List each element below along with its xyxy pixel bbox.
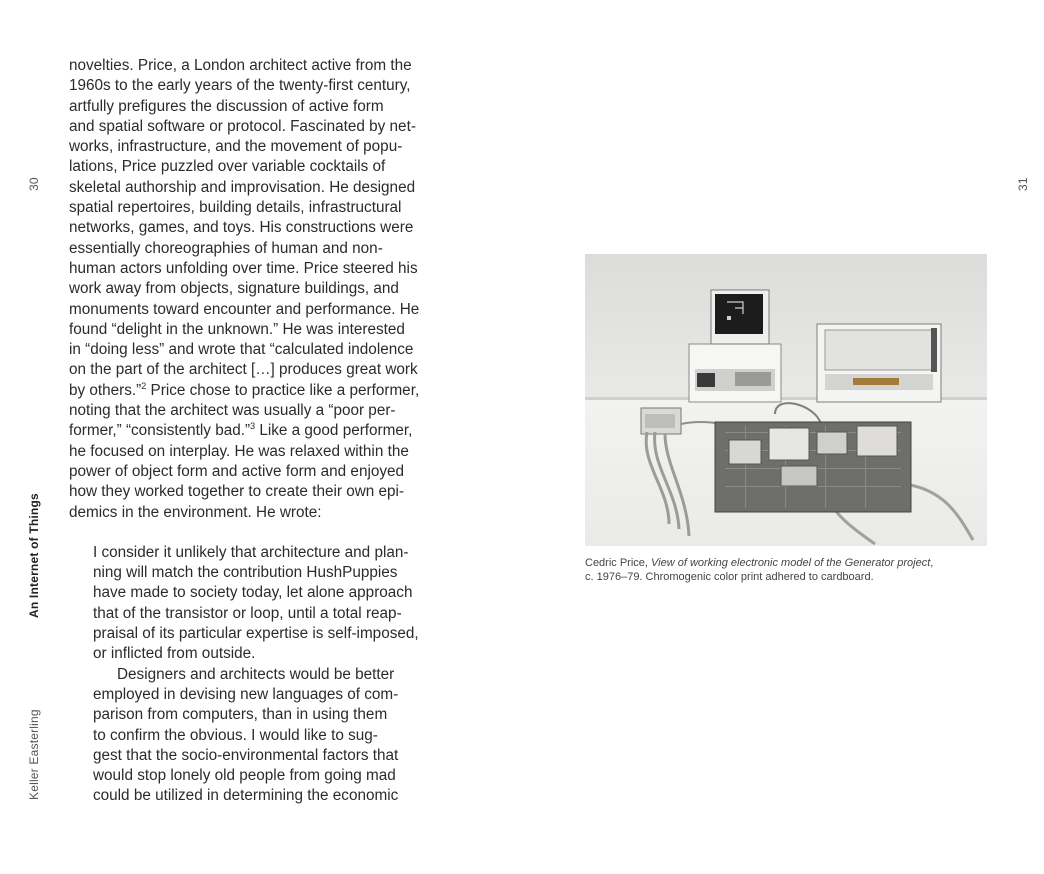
running-head-title: An Internet of Things [27,493,41,618]
text-line: essentially choreographies of human and non- [69,239,383,257]
quote-line: that of the transistor or loop, until a total reap- [93,604,402,622]
text-line [69,381,489,401]
text-fragment: Like a good performer, [255,422,413,440]
quote-line: I consider it unlikely that architecture and plan- [93,543,409,561]
text-line: works, infrastructure, and the movement of popu- [69,138,403,156]
circuit-board [715,422,911,512]
photo-illustration [585,254,987,546]
caption-line: c. 1976–79. Chromogenic color print adhered to cardboard. [585,571,874,583]
text-line: in “doing less” and wrote that “calculated indolence [69,341,414,359]
text-line: monuments toward encounter and performance. He [69,300,420,318]
text-line: artfully prefigures the discussion of active form [69,97,384,115]
plotter-device [817,324,941,402]
generator-model-photo [585,254,987,546]
text-line: noting that the architect was usually a “poor per- [69,402,396,420]
quote-line: parison from computers, than in using them [93,706,388,724]
quote-line: Designers and architects would be better [117,665,395,683]
quote-line: have made to society today, let alone approach [93,584,413,602]
figure-caption [585,556,1005,584]
caption-title: View of working electronic model of the Generator project [651,557,931,569]
quote-line: or inflicted from outside. [93,645,256,663]
text-line: human actors unfolding over time. Price steered his [69,259,418,277]
text-line: skeletal authorship and improvisation. He designed [69,178,416,196]
footnote-ref-3[interactable]: 3 [250,421,256,432]
text-line: networks, games, and toys. His constructions were [69,219,414,237]
page-number-right: 31 [1016,177,1030,191]
quote-line: to confirm the obvious. I would like to sug- [93,726,378,744]
text-line: and spatial software or protocol. Fascinated by net- [69,117,416,135]
running-head-author: Keller Easterling [27,709,41,800]
text-line: power of object form and active form and enjoyed [69,462,405,480]
quote-line: praisal of its particular expertise is self-imposed, [93,625,419,643]
text-fragment: Price chose to practice like a performer, [146,381,420,399]
body-paragraph [69,56,489,523]
body-text [69,56,489,807]
text-line: he focused on interplay. He was relaxed within the [69,442,409,460]
caption-punct: , [930,557,934,569]
page-number-left: 30 [27,177,41,191]
caption-line [585,556,1005,570]
text-line: demics in the environment. He wrote: [69,503,322,521]
text-line: spatial repertoires, building details, infrastructural [69,199,402,217]
quote-line: employed in devising new languages of com- [93,685,399,703]
text-fragment: by others.” [69,381,142,399]
text-line: lations, Price puzzled over variable cocktails of [69,158,386,176]
quote-line: ning will match the contribution HushPuppies [93,564,398,582]
caption-name: Cedric Price, [585,557,652,569]
text-line: 1960s to the early years of the twenty-first century, [69,77,411,95]
text-line: how they worked together to create their own epi- [69,483,405,501]
text-fragment: former,” “consistently bad.” [69,422,251,440]
text-line: found “delight in the unknown.” He was interested [69,320,405,338]
quote-line: could be utilized in determining the economic [93,787,399,805]
text-line: work away from objects, signature buildings, and [69,280,399,298]
footnote-ref-2[interactable]: 2 [141,380,147,391]
text-line: novelties. Price, a London architect active from the [69,57,412,74]
block-quote [69,543,489,807]
quote-line: gest that the socio-environmental factors that [93,746,399,764]
quote-line: would stop lonely old people from going mad [93,767,396,785]
text-line [69,421,489,441]
text-line: on the part of the architect […] produces great work [69,361,418,379]
